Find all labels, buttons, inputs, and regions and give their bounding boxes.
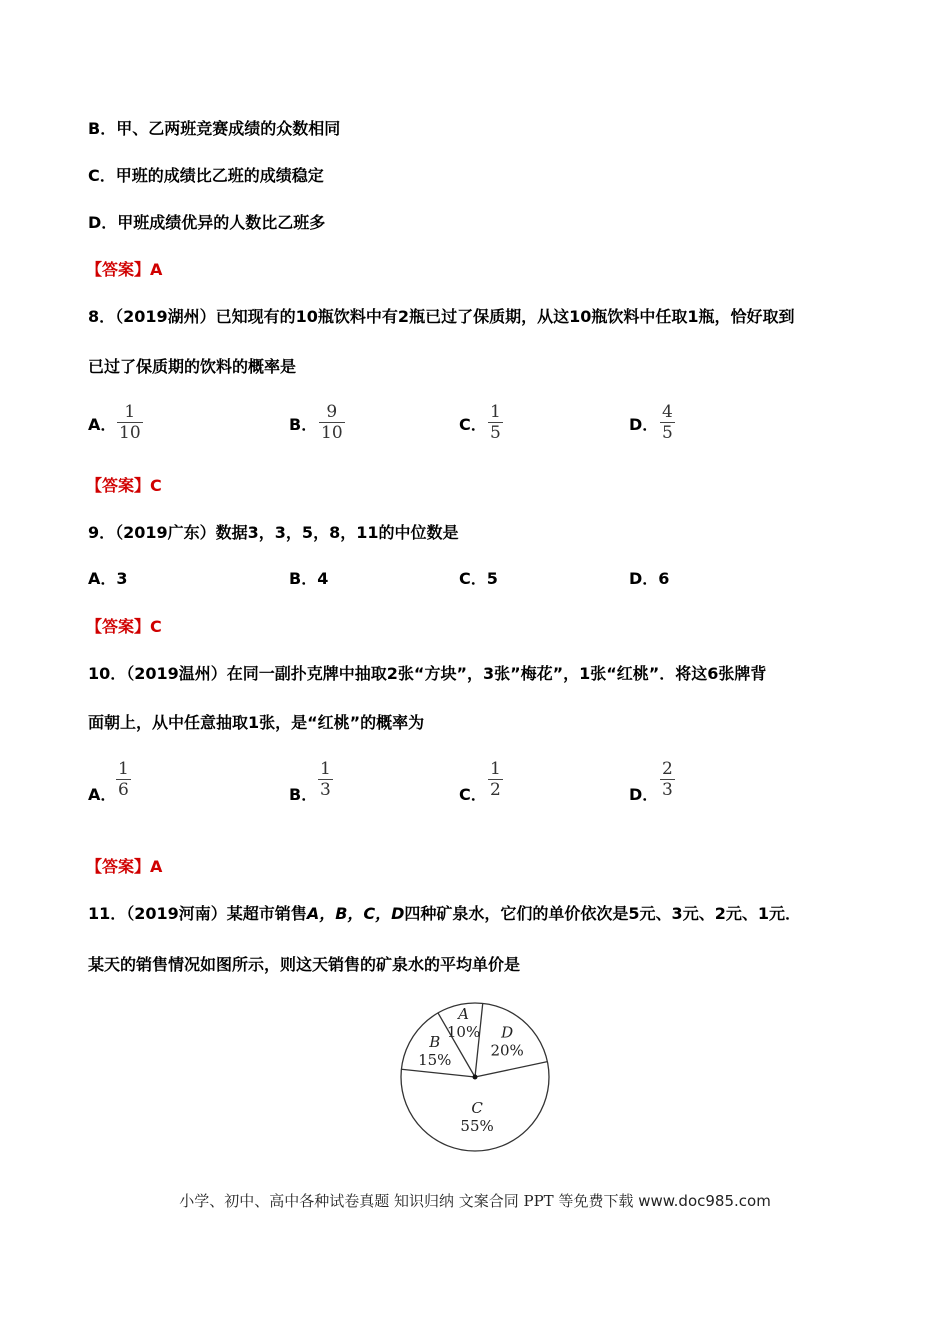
q8-fraction-c [488,402,503,443]
answer-8: 【答案】C [86,476,162,495]
q10-option-c [459,784,487,806]
pie-label-C: C [471,1098,483,1117]
numerator: 1 [490,759,501,779]
pie-value-D: 20% [490,1041,524,1060]
answer-7: 【答案】A [86,260,163,279]
option-letter: C． [459,415,487,434]
q11-line1-letters: A，B，C，D [306,904,405,923]
denominator: 2 [490,780,501,800]
numerator: 9 [326,402,338,422]
pie-chart [395,1000,560,1155]
q9-option-b: B．4 [289,569,329,588]
pie-value-B: 15% [418,1050,452,1069]
option-letter: B． [289,415,318,434]
numerator: 1 [118,759,129,779]
option-c-prev: C．甲班的成绩比乙班的成绩稳定 [88,166,324,185]
q10-option-d [629,784,658,806]
q11-line1-pre: 11．（2019河南）某超市销售 [88,904,307,923]
q10-line2: 面朝上，从中任意抽取1张，是“红桃”的概率为 [88,713,425,732]
q8-line2: 已过了保质期的饮料的概率是 [88,357,297,376]
pie-value-C: 55% [460,1116,494,1135]
numerator: 4 [662,402,673,422]
option-letter: A． [88,415,117,434]
footer [0,1190,950,1211]
q8-fraction-a [117,402,143,443]
answer-9: 【答案】C [86,617,162,636]
denominator: 5 [490,423,501,443]
q10-fraction-d [660,759,675,800]
option-letter: D． [629,785,659,804]
numerator: 1 [490,402,501,422]
numerator: 1 [320,759,331,779]
footer-text: 小学、初中、高中各种试卷真题 知识归纳 文案合同 PPT 等免费下载 [179,1192,634,1210]
q10-fraction-c [488,759,503,800]
footer-url: www.doc985.com [638,1192,771,1210]
q9-line1: 9．（2019广东）数据3，3，5，8，11的中位数是 [88,523,459,542]
option-letter: D． [629,415,659,434]
q8-line1: 8．（2019湖州）已知现有的10瓶饮料中有2瓶已过了保质期，从这10瓶饮料中任取1瓶，恰好取到 [88,307,795,326]
option-d-prev: D．甲班成绩优异的人数比乙班多 [88,213,326,232]
denominator: 3 [662,780,673,800]
q8-option-b [289,414,317,436]
q9-option-a: A．3 [88,569,128,588]
answer-10: 【答案】A [86,857,163,876]
numerator: 1 [124,402,136,422]
pie-label-A: A [458,1005,469,1024]
pie-center-dot [473,1075,478,1080]
pie-label-B: B [429,1032,441,1051]
q10-option-a [88,784,116,806]
denominator: 5 [662,423,673,443]
q10-fraction-a [116,759,131,800]
option-b-prev: B．甲、乙两班竞赛成绩的众数相同 [88,119,341,138]
q11-line1 [88,903,801,925]
denominator: 10 [321,423,343,443]
denominator: 3 [320,780,331,800]
q11-line2: 某天的销售情况如图所示，则这天销售的矿泉水的平均单价是 [88,955,521,974]
q8-option-c [459,414,487,436]
denominator: 6 [118,780,129,800]
pie-value-A: 10% [446,1023,481,1042]
q8-option-d [629,414,658,436]
option-letter: C． [459,785,487,804]
q8-fraction-d [660,402,675,443]
q9-option-c: C．5 [459,569,498,588]
pie-label-D: D [501,1023,514,1042]
option-letter: B． [289,785,318,804]
q9-option-d: D．6 [629,569,670,588]
q10-fraction-b [318,759,333,800]
denominator: 10 [119,423,141,443]
option-letter: A． [88,785,117,804]
q8-option-a [88,414,116,436]
q10-line1: 10．（2019温州）在同一副扑克牌中抽取2张“方块”，3张”梅花”，1张“红桃”．将这6张牌背 [88,664,767,683]
q10-option-b [289,784,317,806]
numerator: 2 [662,759,673,779]
q8-fraction-b [319,402,345,443]
q11-line1-post: 四种矿泉水，它们的单价依次是5元、3元、2元、1元． [404,904,801,923]
